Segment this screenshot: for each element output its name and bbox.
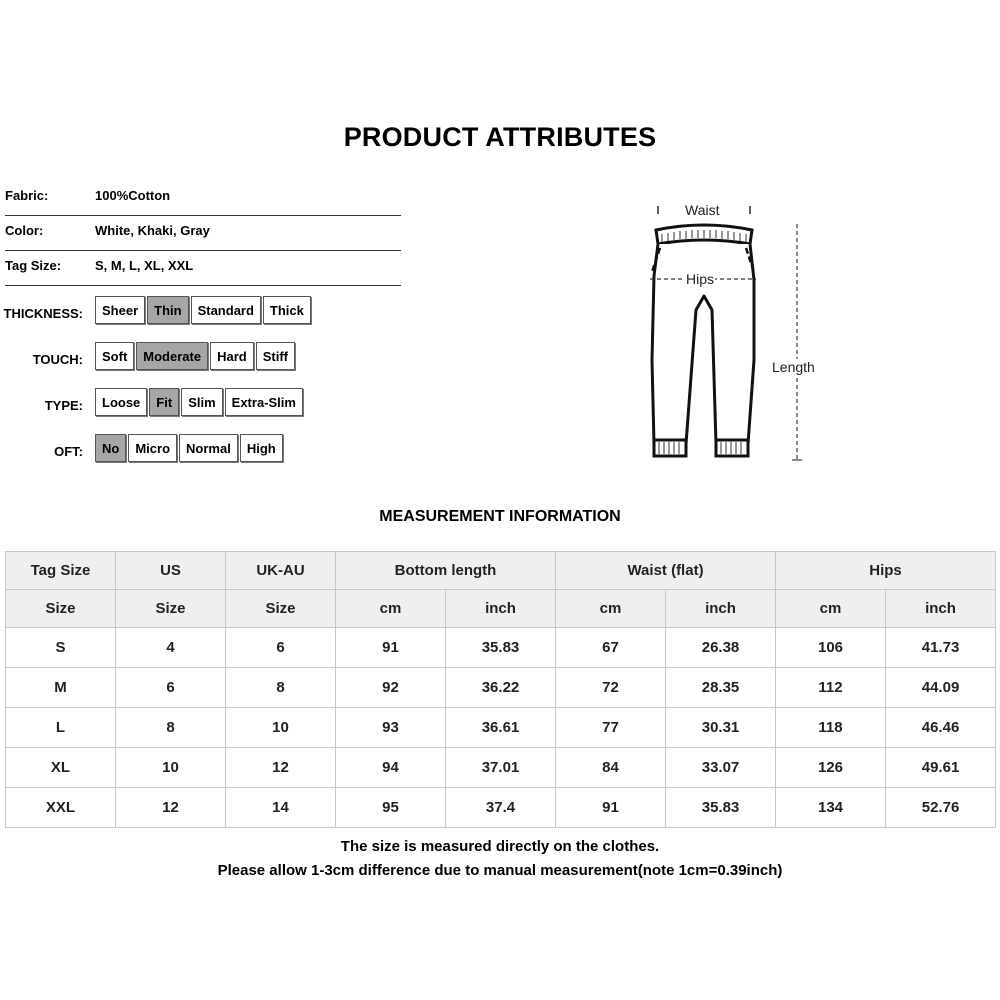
scale-option: High: [240, 434, 283, 462]
sub-header-cell: Size: [226, 590, 336, 628]
table-cell: 4: [116, 628, 226, 668]
scale-option: Fit: [149, 388, 179, 416]
scale-options: [95, 434, 283, 462]
scale-label: TOUCH:: [32, 352, 83, 367]
pants-diagram: [640, 200, 840, 470]
table-cell: 36.22: [446, 668, 556, 708]
attribute-value: S, M, L, XL, XXL: [95, 258, 194, 273]
sub-header-cell: Size: [6, 590, 116, 628]
table-cell: XXL: [6, 788, 116, 828]
table-cell: 126: [776, 748, 886, 788]
scale-label: TYPE:: [44, 398, 83, 413]
sub-header-cell: inch: [446, 590, 556, 628]
table-cell: 92: [336, 668, 446, 708]
table-cell: 94: [336, 748, 446, 788]
table-cell: 12: [116, 788, 226, 828]
table-cell: 37.4: [446, 788, 556, 828]
table-group-header: [6, 552, 996, 590]
attribute-value: White, Khaki, Gray: [95, 223, 210, 238]
sub-header-cell: cm: [776, 590, 886, 628]
page-title: PRODUCT ATTRIBUTES: [343, 122, 657, 152]
note-difference: Please allow 1-3cm difference due to manual measurement(note 1cm=0.39inch): [217, 862, 783, 879]
table-cell: 12: [226, 748, 336, 788]
table-cell: 33.07: [666, 748, 776, 788]
sub-header-cell: cm: [336, 590, 446, 628]
waist-label: Waist: [685, 202, 720, 218]
table-cell: 46.46: [886, 708, 996, 748]
table-row: [6, 748, 996, 788]
attribute-label: Tag Size:: [5, 258, 62, 273]
attribute-label: Fabric:: [5, 188, 49, 203]
attribute-row: [5, 251, 401, 286]
group-header-cell: Tag Size: [6, 552, 116, 590]
group-header-cell: US: [116, 552, 226, 590]
table-cell: L: [6, 708, 116, 748]
table-cell: 72: [556, 668, 666, 708]
scale-options: [95, 388, 303, 416]
table-cell: 8: [116, 708, 226, 748]
measurement-title: MEASUREMENT INFORMATION: [379, 508, 621, 525]
table-row: [6, 788, 996, 828]
sub-header-cell: Size: [116, 590, 226, 628]
group-header-cell: Waist (flat): [556, 552, 776, 590]
scale-option: Standard: [191, 296, 261, 324]
table-cell: 26.38: [666, 628, 776, 668]
table-cell: 77: [556, 708, 666, 748]
table-cell: 134: [776, 788, 886, 828]
table-cell: 49.61: [886, 748, 996, 788]
attribute-label: Color:: [5, 223, 44, 238]
scale-option: Thin: [147, 296, 188, 324]
scale-option: Micro: [128, 434, 177, 462]
table-cell: 14: [226, 788, 336, 828]
attribute-value: 100%Cotton: [95, 188, 171, 203]
table-cell: 10: [226, 708, 336, 748]
scale-option: Slim: [181, 388, 222, 416]
table-cell: 41.73: [886, 628, 996, 668]
table-row: [6, 668, 996, 708]
note-measured: The size is measured directly on the clothes.: [340, 838, 660, 855]
table-cell: S: [6, 628, 116, 668]
table-cell: 84: [556, 748, 666, 788]
scale-option: Moderate: [136, 342, 208, 370]
table-cell: XL: [6, 748, 116, 788]
table-cell: 6: [116, 668, 226, 708]
sub-header-cell: inch: [666, 590, 776, 628]
scale-option: Soft: [95, 342, 134, 370]
table-row: [6, 628, 996, 668]
scale-options: [95, 342, 295, 370]
table-cell: 52.76: [886, 788, 996, 828]
scale-option: No: [95, 434, 126, 462]
scale-label: THICKNESS:: [3, 306, 83, 321]
group-header-cell: UK-AU: [226, 552, 336, 590]
table-cell: 112: [776, 668, 886, 708]
table-cell: 106: [776, 628, 886, 668]
group-header-cell: Hips: [776, 552, 996, 590]
table-cell: 36.61: [446, 708, 556, 748]
table-cell: 37.01: [446, 748, 556, 788]
table-cell: 35.83: [446, 628, 556, 668]
table-cell: 35.83: [666, 788, 776, 828]
table-cell: 93: [336, 708, 446, 748]
scale-option: Thick: [263, 296, 311, 324]
table-cell: 8: [226, 668, 336, 708]
table-row: [6, 708, 996, 748]
table-cell: 91: [556, 788, 666, 828]
table-cell: 28.35: [666, 668, 776, 708]
pants-illustration: [640, 200, 840, 470]
table-cell: 91: [336, 628, 446, 668]
table-cell: 95: [336, 788, 446, 828]
table-cell: M: [6, 668, 116, 708]
scale-label: OFT:: [54, 444, 83, 459]
table-cell: 118: [776, 708, 886, 748]
scale-option: Loose: [95, 388, 147, 416]
table-cell: 6: [226, 628, 336, 668]
table-cell: 30.31: [666, 708, 776, 748]
table-cell: 10: [116, 748, 226, 788]
table-sub-header: [6, 590, 996, 628]
hips-label: Hips: [686, 271, 715, 287]
scale-options: [95, 296, 311, 324]
table-body: [6, 628, 996, 828]
scale-option: Extra-Slim: [225, 388, 303, 416]
scale-option: Stiff: [256, 342, 295, 370]
scale-option: Normal: [179, 434, 238, 462]
table-cell: 67: [556, 628, 666, 668]
table-cell: 44.09: [886, 668, 996, 708]
group-header-cell: Bottom length: [336, 552, 556, 590]
sub-header-cell: cm: [556, 590, 666, 628]
scale-option: Sheer: [95, 296, 145, 324]
sub-header-cell: inch: [886, 590, 996, 628]
size-table: [5, 551, 996, 828]
length-label: Length: [772, 359, 815, 375]
attribute-row: [5, 216, 401, 251]
attribute-row: [5, 181, 401, 216]
scale-option: Hard: [210, 342, 254, 370]
